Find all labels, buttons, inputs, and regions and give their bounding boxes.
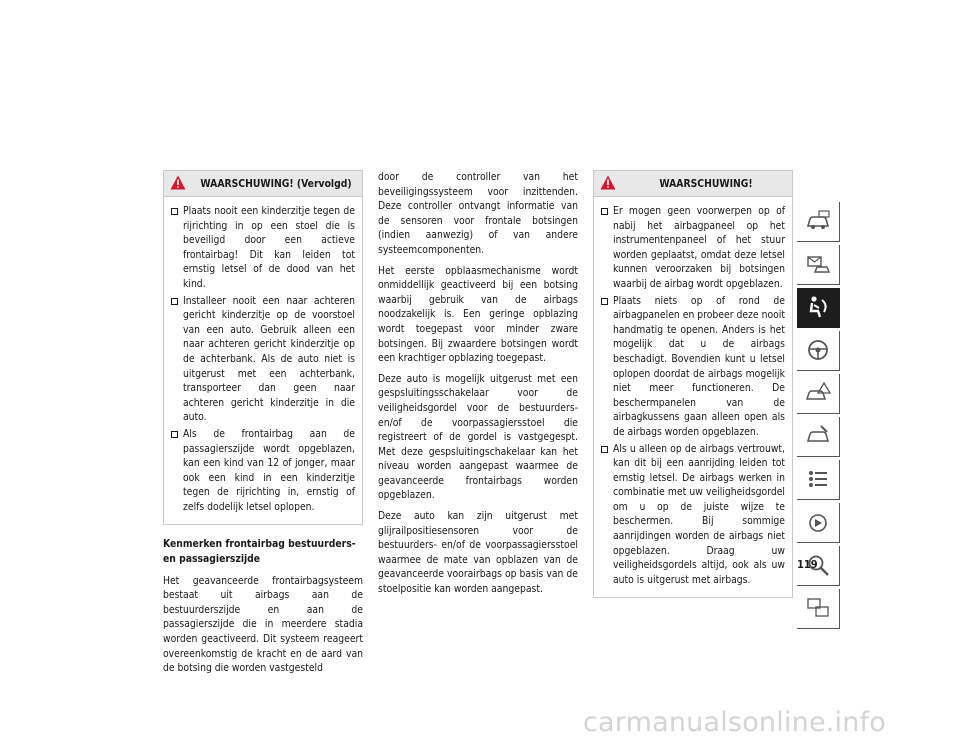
tab-seat-airbag[interactable] [797, 288, 840, 328]
bullet-square-icon [171, 208, 178, 215]
seat-airbag-icon [805, 294, 831, 320]
bullet-square-icon [601, 208, 608, 215]
watermark: carmanualsonline.info [583, 707, 886, 738]
bullet-square-icon [601, 298, 608, 305]
car-mail-icon [805, 251, 831, 277]
paragraph: door de controller van het beveiligingssysteem voor inzittenden. Deze controller ontvangt informatie van de sensoren voor frontale botsingen (indien aanwezig) of van andere systeemcomponenten. [378, 171, 578, 256]
car-dashboard-icon [805, 208, 831, 234]
languages-icon [805, 595, 831, 621]
warning-triangle-icon [170, 175, 186, 190]
paragraph: Deze auto kan zijn uitgerust met glijrailpositiesensoren voor de bestuurders- en/of de voorpassagiersstoel waarmee de mate van opblazen van de geavanceerde voorairbags op basis van de stoelpositie kan worden aangepast. [378, 510, 578, 596]
warning-title: WAARSCHUWING! (Vervolgd) [200, 178, 352, 190]
warning-item: Als de frontairbag aan de passagierszijde wordt opgeblazen, kan een kind van 12 of jonger, maar ook een kind in een kinderzitje tegen de rijrichting in, ernstig of zelfs dodelijk letsel oplopen. [171, 427, 355, 515]
warning-item: Plaats niets op of rond de airbagpanelen en probeer deze nooit handmatig te openen. Anders is het mogelijk dat u de airbags beschadigt. Bovendien kunt u letsel oplopen doordat de airbags mogelijk niet meer functioneren. De beschermpanelen van de airbagkussens gaan alleen open als de airbags worden opgeblazen. [601, 294, 785, 440]
settings-list-icon [805, 466, 831, 492]
bullet-square-icon [171, 298, 178, 305]
tab-car-service[interactable] [797, 417, 840, 457]
tab-audio-media[interactable] [797, 503, 840, 543]
paragraph: Deze auto is mogelijk uitgerust met een gespsluitingsschakelaar voor de veiligheidsgordel voor de bestuurders- en/of de voorpassagiersstoel die registreert of de gordel is vastgegespt. Met deze gespsluitingschakelaar kan het niveau worden aangepast waarmee de geavanceerde frontairbags worden opgeblazen. [378, 372, 578, 502]
audio-media-icon [805, 509, 831, 535]
column-middle [378, 170, 578, 603]
tab-car-mail[interactable] [797, 245, 840, 285]
warning-item: Er mogen geen voorwerpen op of nabij het airbagpaneel op het instrumentenpaneel of het stuur worden geplaatst, omdat deze letsel kunnen veroorzaken bij botsingen waarbij de airbag wordt opgeblazen. [601, 204, 785, 292]
page-number: 119 [797, 558, 818, 571]
warning-title: WAARSCHUWING! [659, 178, 753, 190]
column-right [593, 170, 793, 598]
tab-steering-wheel[interactable] [797, 331, 840, 371]
warning-header [594, 171, 792, 197]
warning-item: Installeer nooit een naar achteren gericht kinderzitje op de voorstoel van een auto. Gebruik alleen een naar achteren gericht kinderzitje op de achterbank. Als de auto niet is uitgerust met een achterbank, transporteer dan geen naar achteren gericht kinderzitje in die auto. [171, 294, 355, 425]
bullet-square-icon [171, 431, 178, 438]
tab-languages[interactable] [797, 589, 840, 629]
paragraph: Het eerste opblaasmechanisme wordt onmiddellijk geactiveerd bij een botsing waarbij gebruik van de airbags noodzakelijk is. Een geringe opblazing wordt toegepast voor minder zware botsingen. Bij zwaardere botsingen wordt een krachtiger opblazing toegepast. [378, 264, 578, 365]
tab-settings-list[interactable] [797, 460, 840, 500]
bullet-square-icon [601, 446, 608, 453]
warning-box-continued [163, 170, 363, 525]
warning-item: Plaats nooit een kinderzitje tegen de rijrichting in op een stoel die is beveiligd door een actieve frontairbag! Dit kan leiden tot ernstig letsel of de dood van het kind. [171, 204, 355, 292]
steering-wheel-icon [805, 337, 831, 363]
tab-car-dashboard[interactable] [797, 202, 840, 242]
warning-triangle-icon [600, 175, 616, 190]
car-service-icon [805, 423, 831, 449]
section-heading: Kenmerken frontairbag bestuurders- en passagierszijde [163, 538, 356, 566]
warning-item: Als u alleen op de airbags vertrouwt, kan dit bij een aanrijding leiden tot ernstig letsel. De airbags werken in combinatie met uw veiligheidsgordel om u op de juiste wijze te beschermen. Bij sommige aanrijdingen worden de airbags niet opgeblazen. Draag uw veiligheidsgordels altijd, ook als uw auto is uitgerust met airbags. [601, 442, 785, 588]
warning-box [593, 170, 793, 598]
tab-car-warning[interactable] [797, 374, 840, 414]
car-warning-icon [805, 380, 831, 406]
column-left [163, 170, 363, 682]
paragraph: Het geavanceerde frontairbagsysteem bestaat uit airbags aan de bestuurderszijde en aan de passagierszijde die in meerdere stadia worden geactiveerd. Dit systeem reageert overeenkomstig de kracht en de aard van de botsing die worden vastgesteld [163, 574, 363, 675]
warning-header [164, 171, 362, 197]
